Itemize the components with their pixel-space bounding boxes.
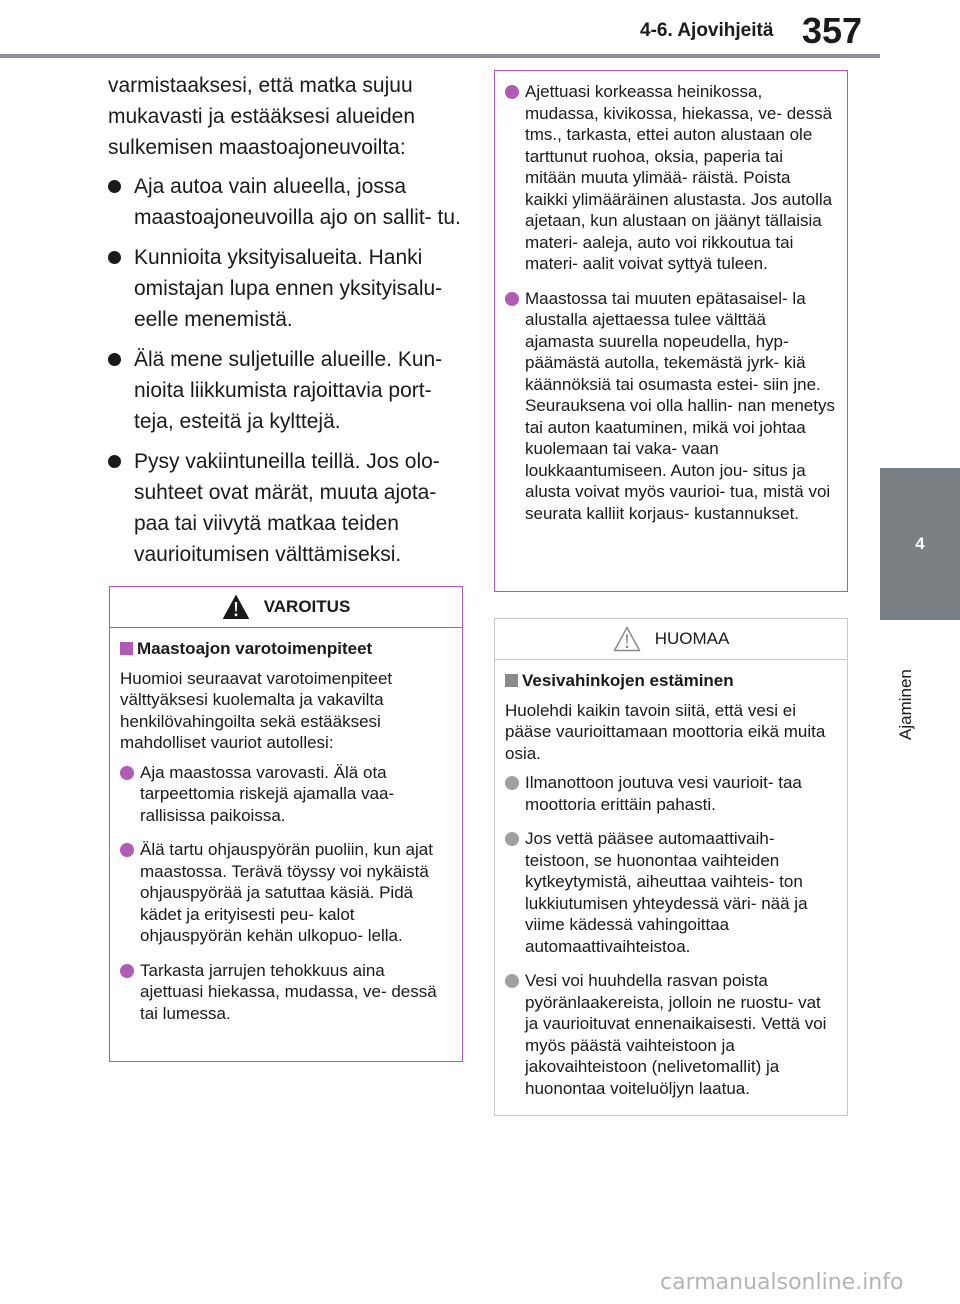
list-item: [108, 344, 468, 437]
bullet-icon: [108, 251, 121, 264]
list-item-text: Ilmanottoon joutuva vesi vaurioit- taa moottoria erittäin pahasti.: [525, 773, 802, 814]
warning-triangle-icon: [222, 594, 250, 620]
list-item-text: Pysy vakiintuneilla teillä. Jos olo- suhteet ovat märät, muuta ajota- paa tai viivytä matkaa teiden vaurioitumisen välttämiseksi.: [134, 450, 440, 566]
intro-paragraph: varmistaaksesi, että matka sujuu mukavasti ja estääksesi alueiden sulkemisen maastoajoneuvoilta:: [108, 74, 416, 159]
bullet-icon: [108, 455, 121, 468]
warning-title: VAROITUS: [263, 597, 351, 617]
notice-box: [494, 618, 848, 1116]
list-item-text: Jos vettä pääsee automaattivaih- teistoon, se huonontaa vaihteiden kytkeytymistä, aiheuttaa vaihteis- ton lukkiutumisen yhteydessä väri- nää ja viime kädessä vahingoittaa automaattivaihteistoa.: [525, 829, 808, 956]
warning-subheading: [120, 638, 452, 660]
list-item: [120, 839, 452, 947]
section-title: 4-6. Ajovihjeitä: [640, 20, 774, 41]
list-item-text: Ajettuasi korkeassa heinikossa, mudassa, kivikossa, hiekassa, ve- dessä tms., tarkasta, ettei auton alustaan ole tarttunut ruohoa, oksia, paperia tai mitään muuta ylimää- räistä. Poista kaikki ylimääräinen alustasta. Jos autolla ajetaan, kun alustaan on jäänyt tällaisia materi- aaleja, auto voi rikkoutua tai materi- aalit voivat syttyä tuleen.: [525, 82, 833, 273]
list-item: [505, 81, 837, 275]
list-item-text: Älä mene suljetuille alueille. Kun- nioita liikkumista rajoittavia port- teja, esteitä ja kylttejä.: [134, 348, 443, 433]
warning-header: [110, 587, 462, 628]
bullet-icon: [505, 832, 519, 846]
page-number: 357: [802, 10, 863, 51]
intro-text: [108, 70, 468, 579]
bullet-icon: [120, 964, 134, 978]
list-item: [108, 171, 468, 233]
bullet-icon: [505, 974, 519, 988]
bullet-icon: [505, 292, 519, 306]
list-item: [120, 960, 452, 1025]
notice-body: [495, 660, 847, 1099]
chapter-number: 4: [915, 534, 925, 553]
warning-continued-body: [495, 71, 847, 524]
caution-triangle-icon: [613, 626, 641, 652]
list-item-text: Kunnioita yksityisalueita. Hanki omistajan lupa ennen yksityisalu- eelle menemistä.: [134, 246, 443, 331]
bullet-icon: [505, 85, 519, 99]
notice-subheading-text: Vesivahinkojen estäminen: [522, 671, 734, 690]
chapter-name: Ajaminen: [896, 669, 915, 740]
square-bullet-icon: [505, 674, 518, 687]
list-item-text: Älä tartu ohjauspyörän puoliin, kun ajat maastossa. Terävä töyssy voi nykäistä ohjauspyörää ja satuttaa käsiä. Pidä kädet ja erityisesti peu- kalot ohjauspyörän kehän ulkopuo- lella.: [140, 840, 433, 945]
bullet-icon: [505, 776, 519, 790]
notice-paragraph: Huolehdi kaikin tavoin siitä, että vesi ei pääse vaurioittamaan moottoria eikä muita osia.: [505, 700, 826, 763]
notice-title: HUOMAA: [654, 629, 730, 649]
list-item: [505, 828, 837, 957]
square-bullet-icon: [120, 642, 133, 655]
warning-subheading-text: Maastoajon varotoimenpiteet: [137, 639, 373, 658]
list-item: [505, 772, 837, 815]
list-item: [120, 762, 452, 827]
list-item: [108, 446, 468, 570]
warning-continued-box: [494, 70, 848, 592]
bullet-icon: [120, 843, 134, 857]
list-item-text: Aja maastossa varovasti. Älä ota tarpeettomia riskejä ajamalla vaa- rallisissa paikoissa.: [140, 762, 395, 825]
list-item: [108, 242, 468, 335]
chapter-tab: [880, 468, 960, 620]
list-item-text: Maastossa tai muuten epätasaisel- la alustalla ajettaessa tulee välttää ajamasta suurella nopeudella, hyp- päämästä autolla, tekemästä jyrk- kiä käännöksiä tai osumasta estei- siin jne. Seurauksena voi olla hallin- nan menetys tai auton kaatuminen, mikä voi johtaa kuolemaan tai vaka- vaan loukkaantumiseen. Auton jou- situs ja alusta voivat myös vaurioi- tua, mistä voi seurata kalliit korjaus- kustannukset.: [525, 288, 835, 523]
warning-box: [109, 586, 463, 1062]
list-item: [505, 970, 837, 1099]
list-item-text: Aja autoa vain alueella, jossa maastoajoneuvoilla ajo on sallit- tu.: [134, 175, 461, 229]
notice-subheading: [505, 670, 837, 692]
watermark: carmanualsonline.info: [660, 1270, 904, 1295]
warning-paragraph: Huomioi seuraavat varotoimenpiteet välttyäksesi kuolemalta ja vakavilta henkilövahingoilta sekä estääksesi mahdolliset vauriot autollesi:: [120, 668, 393, 752]
list-item-text: Vesi voi huuhdella rasvan poista pyöränlaakereista, jolloin ne ruostu- vat ja vaurioituvat ennenaikaisesti. Vettä voi myös päästä vaihteistoon ja jakovaihteistoon (nelivetomallit) ja huonontaa voiteluöljyn laatua.: [525, 971, 827, 1098]
list-item: [505, 288, 837, 525]
intro-bullet-list: [108, 171, 468, 570]
notice-header: [495, 619, 847, 660]
list-item-text: Tarkasta jarrujen tehokkuus aina ajettuasi hiekassa, mudassa, ve- dessä tai lumessa.: [140, 960, 437, 1023]
bullet-icon: [108, 353, 121, 366]
warning-body: [110, 628, 462, 1024]
chapter-label: [886, 650, 926, 740]
bullet-icon: [108, 180, 121, 193]
bullet-icon: [120, 766, 134, 780]
header-rule: [0, 54, 880, 58]
